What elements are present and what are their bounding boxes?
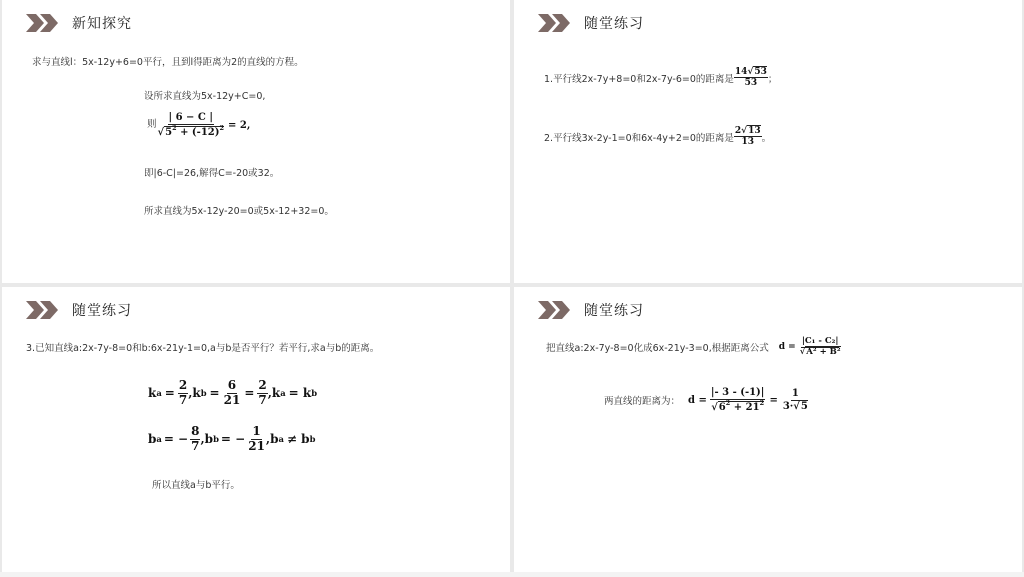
fraction-denominator: $√6^2 + 21^2$ — [711, 398, 765, 413]
equals: = — [209, 386, 220, 401]
symbol: ,k — [267, 386, 281, 401]
bottom-strip — [0, 572, 1024, 577]
result-label: 两直线的距离为： — [604, 396, 681, 407]
symbol: = − — [220, 432, 246, 447]
distance-formula — [147, 112, 250, 138]
slide-title: 新知探究 — [72, 16, 132, 32]
slide-title: 随堂练习 — [72, 303, 132, 319]
slope-equation — [148, 379, 317, 408]
fraction — [157, 112, 225, 138]
subscript: a — [280, 388, 286, 399]
fraction-numerator: 14√53 — [734, 67, 767, 77]
fraction-numerator: 1 — [252, 424, 261, 438]
subscript: a — [278, 434, 284, 445]
slide-practice-1 — [514, 0, 1022, 283]
slide-title: 随堂练习 — [584, 303, 644, 319]
answer-text: 所求直线为5x-12y-20=0或5x-12+32=0。 — [144, 206, 334, 217]
den-exp-a: 2 — [172, 123, 177, 132]
formula-result: = 2, — [228, 119, 251, 131]
fraction-denominator: 3·√5 — [782, 400, 808, 412]
equals: = — [244, 386, 255, 401]
fraction — [257, 379, 267, 408]
equals: = — [164, 386, 175, 401]
double-chevron-icon — [538, 14, 572, 32]
fraction — [178, 379, 188, 408]
subscript: a — [156, 388, 162, 399]
question-2 — [544, 126, 771, 148]
answer-fraction — [734, 67, 768, 89]
symbol: = k — [288, 386, 312, 401]
fraction-numerator: | 6 − C | — [168, 112, 213, 123]
fraction-numerator: |C₁ - C₂| — [801, 336, 839, 346]
fraction-denominator: √A² + B² — [799, 346, 841, 357]
distance-formula — [799, 337, 842, 358]
den-exp-b: 2 — [759, 398, 765, 407]
slide-header — [538, 300, 644, 320]
slide-practice-2 — [2, 287, 510, 572]
subscript: b — [309, 434, 316, 445]
fraction — [190, 425, 200, 454]
double-chevron-icon — [26, 14, 60, 32]
radicand: A² + B² — [806, 346, 841, 357]
punct: ； — [767, 73, 778, 85]
fraction-denominator: 53 — [744, 78, 758, 89]
den-exp-b: 2 — [219, 123, 224, 132]
formula-prefix: 则 — [147, 119, 157, 130]
symbol: ≠ b — [286, 432, 310, 447]
den-base-b: + 21 — [730, 401, 760, 413]
fraction-denominator: 21 — [223, 392, 241, 407]
slide-header — [26, 13, 132, 33]
radicand: 53 — [754, 67, 767, 77]
symbol: = − — [163, 432, 189, 447]
slide-header — [538, 13, 644, 33]
subscript: a — [156, 434, 162, 445]
equals: = — [769, 394, 778, 406]
fraction — [782, 388, 809, 412]
fraction-denominator: 7 — [258, 392, 267, 407]
question-text: 3.已知直线a:2x-7y-8=0和b:6x-21y-1=0,a与b是否平行？若平行,求a与b的距离。 — [26, 343, 380, 354]
result-line — [604, 387, 809, 413]
fraction-denominator: 7 — [191, 438, 200, 453]
slide-new-knowledge — [2, 0, 510, 283]
slide-practice-3 — [514, 287, 1022, 572]
fraction-numerator: 1 — [791, 388, 799, 399]
fraction-numerator: 6 — [227, 378, 237, 392]
fraction-denominator: $√5^2 + (-12)^2$ — [157, 123, 224, 138]
punct: 。 — [761, 132, 772, 144]
fraction — [247, 425, 266, 454]
conclusion-text: 所以直线a与b平行。 — [152, 480, 240, 491]
fraction-numerator: 2 — [258, 378, 267, 392]
fraction-numerator: 8 — [191, 424, 200, 438]
fraction — [710, 387, 766, 413]
step-text: 即|6-C|=26,解得C=-20或32。 — [144, 168, 280, 179]
symbol: d = — [688, 394, 707, 406]
intro-line — [546, 337, 842, 358]
symbol: ,b — [200, 432, 214, 447]
symbol: d = — [778, 342, 796, 353]
fraction-numerator: 2√13 — [734, 126, 761, 136]
question-text: 2.平行线3x-2y-1=0和6x-4y+2=0的距离是 — [544, 132, 734, 144]
den-base-a: 6 — [718, 401, 726, 413]
symbol: ,b — [265, 432, 279, 447]
fraction-denominator: 13 — [741, 137, 755, 148]
answer-fraction — [734, 126, 762, 148]
fraction — [223, 379, 242, 408]
coef: 2 — [734, 126, 742, 136]
symbol: ,k — [188, 386, 201, 401]
step-text: 设所求直线为5x-12y+C=0, — [144, 91, 266, 102]
fraction-numerator: |- 3 - (-1)| — [710, 387, 765, 398]
subscript: b — [213, 434, 219, 445]
fraction-denominator: 7 — [178, 392, 188, 407]
problem-text: 求与直线l：5x-12y+6=0平行，且到l得距离为2的直线的方程。 — [32, 57, 304, 68]
fraction-numerator: 2 — [178, 378, 188, 392]
radicand: 13 — [748, 126, 761, 136]
subscript: b — [200, 388, 207, 399]
den-base-a: 5 — [165, 126, 173, 138]
coef: 3 — [782, 400, 790, 412]
double-chevron-icon — [26, 301, 60, 319]
radicand: 5 — [800, 400, 808, 412]
den-exp-a: 2 — [725, 398, 731, 407]
subscript: b — [311, 388, 318, 399]
question-1 — [544, 67, 777, 89]
slide-title: 随堂练习 — [584, 16, 644, 32]
question-text: 1.平行线2x-7y+8=0和2x-7y-6=0的距离是 — [544, 73, 734, 85]
slide-header — [26, 300, 132, 320]
fraction-denominator: 21 — [248, 438, 265, 453]
symbol: b — [148, 432, 157, 447]
symbol: k — [148, 386, 157, 401]
double-chevron-icon — [538, 301, 572, 319]
den-base-b: + (-12) — [176, 126, 220, 138]
intro-text: 把直线a:2x-7y-8=0化成6x-21y-3=0,根据距离公式 — [546, 343, 769, 355]
coef: 14 — [734, 67, 748, 77]
intercept-equation — [148, 425, 315, 454]
